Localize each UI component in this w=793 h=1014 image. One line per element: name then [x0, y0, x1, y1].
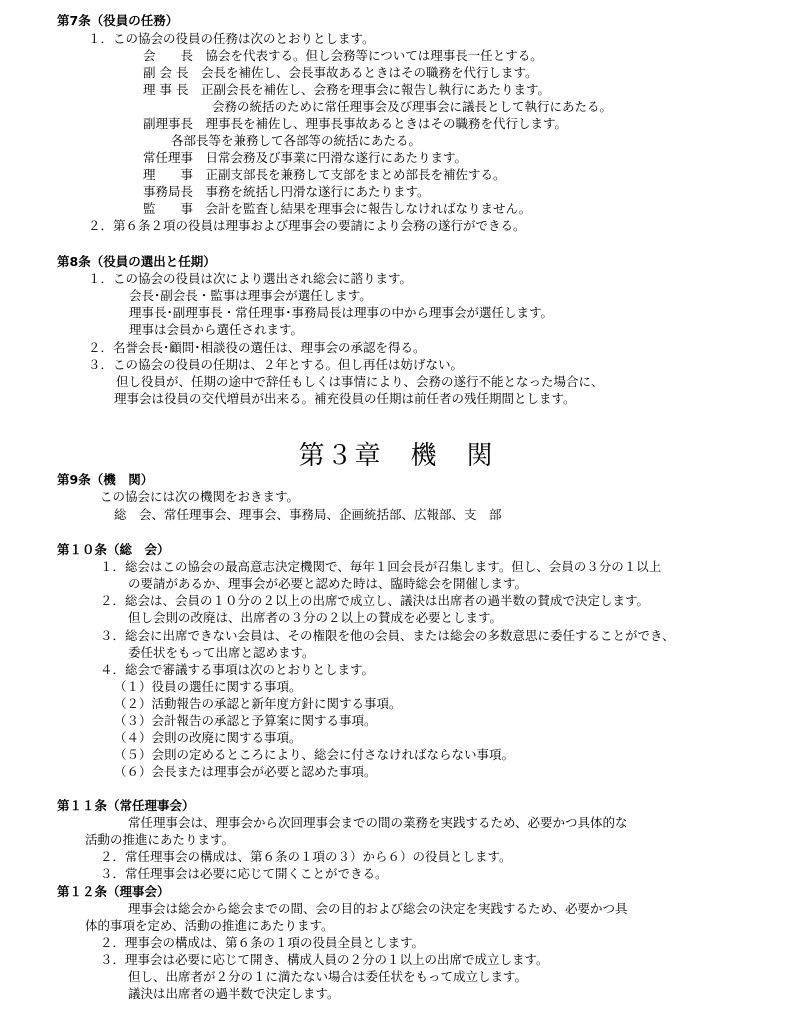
article-10-line: （５）会則の定めるところにより、総会に付さなければならない事項。: [114, 747, 515, 762]
article-8-line: 会長･副会長・監事は理事会が選任します。: [129, 288, 372, 303]
chapter-title: 第３章 機 関: [298, 441, 495, 471]
article-8-line: 理事会は役員の交代増員が出来る。補充役員の任期は前任者の残任期間とします。: [114, 391, 576, 406]
article-12-line: ３．理事会は必要に応じて開き、構成人員の２分の１以上の出席で成立します。: [100, 952, 549, 967]
article-11-line: 活動の推進にあたります。: [85, 832, 235, 847]
article-7-line: 副理事長 理事長を補佐し、理事長事故あるときはその職務を代行します。: [143, 116, 568, 131]
article-7-line: 監 事 会計を監査し結果を理事会に報告しなければなりません。: [143, 201, 532, 216]
article-10-line: 委任状をもって出席と認めます。: [128, 645, 315, 660]
article-10-line: （３）会計報告の承認と予算案に関する事項。: [114, 713, 377, 728]
article-8-line: ３．この協会の役員の任期は、２年とする。但し再任は妨げない。: [88, 357, 464, 372]
article-7-line: 理 事 長 正副会長を補佐し、会務を理事会に報告し執行にあたります。: [143, 82, 550, 97]
article-12-line: 体的事項を定め、活動の推進にあたります。: [85, 918, 334, 933]
article-11-line: 常任理事会は、理事会から次回理事会までの間の業務を実践するため、必要かつ具体的な: [128, 815, 628, 830]
article-10-line: 但し会則の改廃は、出席者の３分の２以上の賛成を必要とします。: [128, 610, 503, 625]
article-11-line: ２．常任理事会の構成は、第６条の１項の３）から６）の役員とします。: [100, 849, 512, 864]
article-10-line: （２）活動報告の承認と新年度方針に関する事項。: [114, 696, 402, 711]
article-12-heading: 第１２条（理事会）: [57, 884, 170, 899]
article-9-line: この協会には次の機関をおきます。: [100, 489, 300, 504]
article-9-line: 総 会、常任理事会、理事会、事務局、企画統括部、広報部、支 部: [114, 507, 502, 522]
article-8-heading: 第8条（役員の選出と任期）: [57, 254, 216, 269]
article-10-line: １．総会はこの協会の最高意志決定機関で、毎年１回会長が召集します。但し、会員の３分の１以上: [100, 559, 662, 574]
article-7-line: 各部長等を兼務して各部等の統括にあたる。: [171, 133, 422, 148]
article-9-heading: 第9条（機 関）: [57, 472, 154, 487]
article-11-heading: 第１１条（常任理事会）: [57, 798, 195, 813]
article-8-line: 理事は会員から選任されます。: [129, 322, 304, 337]
article-7-line: 常任理事 日常会務及び事業に円滑な遂行にあたります。: [143, 150, 468, 165]
article-10-heading: 第１０条（総 会）: [57, 542, 170, 557]
article-11-line: ３．常任理事会は必要に応じて開くことができる。: [100, 866, 388, 881]
article-12-line: 議決は出席者の過半数で決定します。: [128, 986, 340, 1001]
article-10-line: （４）会則の改廃に関する事項。: [114, 730, 302, 745]
article-10-line: （１）役員の選任に関する事項。: [114, 679, 302, 694]
article-7-line: ２．第６条２項の役員は理事および理事会の要請により会務の遂行ができる。: [88, 218, 526, 233]
article-10-line: ４．総会で審議する事項は次のとおりとします。: [100, 662, 375, 677]
article-10-line: ２．総会は、会員の１０分の２以上の出席で成立し、議決は出席者の過半数の賛成で決定します。: [100, 593, 650, 608]
article-8-line: ２．名誉会長･顧問･相談役の選任は、理事会の承認を得る。: [88, 340, 426, 355]
article-10-line: の要請があるか、理事会が必要と認めた時は、臨時総会を開催します。: [128, 576, 528, 591]
article-7-line: 理 事 正副支部長を兼務して支部をまとめ部長を補佐する。: [143, 167, 506, 182]
article-10-line: ３．総会に出席できない会員は、その権限を他の会員、または総会の多数意思に委任することができ、: [100, 628, 675, 643]
article-12-line: ２．理事会の構成は、第６条の１項の役員全員とします。: [100, 935, 425, 950]
article-10-line: （６）会長または理事会が必要と認めた事項。: [114, 764, 377, 779]
article-7-line: 会務の統括のために常任理事会及び理事会に議長として執行にあたる。: [212, 99, 613, 114]
article-7-line: １．この協会の役員の任務は次のとおりとします。: [88, 31, 375, 46]
article-7-line: 事務局長 事務を統括し円滑な遂行にあたります。: [143, 184, 430, 199]
article-8-line: 但し役員が、任期の途中で辞任もしくは事情により、会務の遂行不能となった場合に、: [116, 374, 604, 389]
article-7-heading: 第7条（役員の任務）: [57, 13, 179, 28]
article-8-line: １．この協会の役員は次により選出され総会に諮ります。: [88, 271, 413, 286]
article-12-line: 理事会は総会から総会までの間、会の目的および総会の決定を実践するため、必要かつ具: [128, 901, 628, 916]
article-8-line: 理事長･副理事長・常任理事･事務局長は理事の中から理事会が選任します。: [129, 305, 554, 320]
article-12-line: 但し、出席者が２分の１に満たない場合は委任状をもって成立します。: [128, 969, 528, 984]
article-7-line: 会 長 協会を代表する。但し会務等については理事長一任とする。: [143, 48, 543, 63]
article-7-line: 副 会 長 会長を補佐し、会長事故あるときはその職務を代行します。: [143, 65, 538, 80]
